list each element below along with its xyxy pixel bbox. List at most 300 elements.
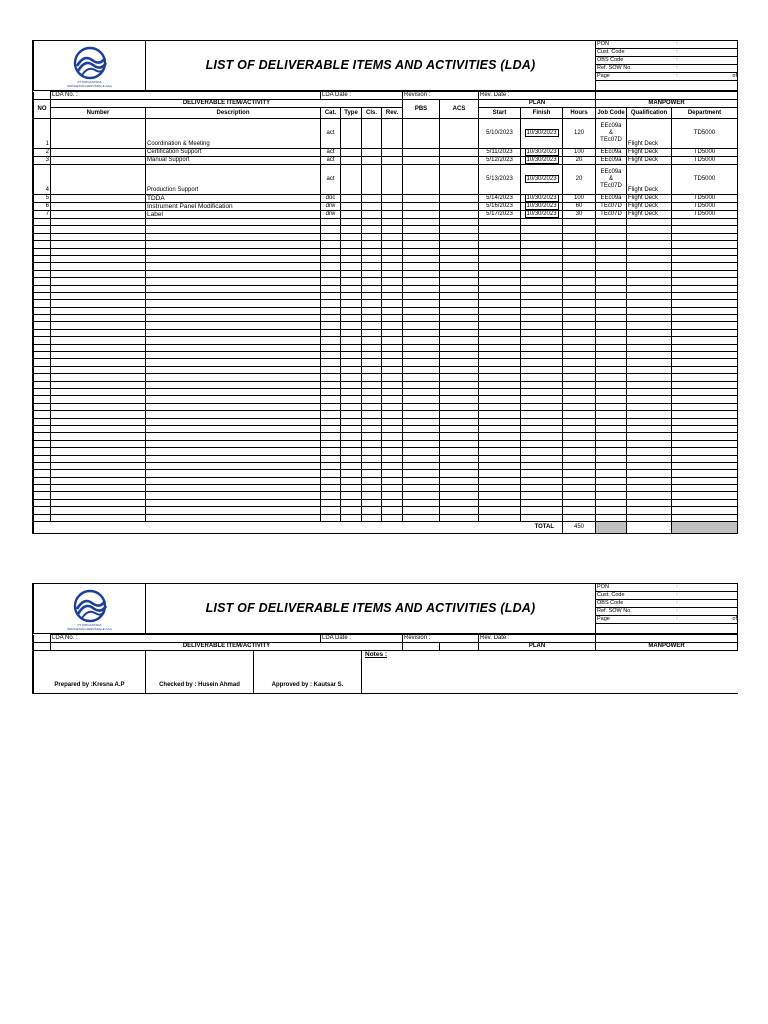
row-finish (521, 165, 563, 195)
empty-cell (627, 322, 672, 329)
empty-cell (521, 322, 563, 329)
empty-row (34, 403, 738, 410)
empty-cell (34, 396, 51, 403)
empty-cell (362, 455, 382, 462)
empty-cell (563, 270, 596, 277)
empty-cell (403, 359, 440, 366)
table-row (34, 203, 738, 211)
empty-cell (341, 396, 362, 403)
empty-cell (596, 440, 627, 447)
empty-cell (321, 396, 341, 403)
empty-cell (672, 285, 738, 292)
empty-cell (479, 241, 521, 248)
empty-cell (382, 485, 403, 492)
row-rev (382, 157, 403, 165)
row-pbs (403, 165, 440, 195)
empty-cell (596, 329, 627, 336)
col-plan: PLAN (479, 100, 596, 108)
logo-emblem-icon (70, 589, 110, 623)
empty-cell (479, 514, 521, 521)
empty-cell (596, 322, 627, 329)
empty-cell (440, 359, 479, 366)
empty-cell (440, 388, 479, 395)
empty-cell (146, 300, 321, 307)
empty-cell (596, 492, 627, 499)
empty-cell (403, 344, 440, 351)
row-description: Coordination & Meeting (146, 119, 321, 149)
notes-label: Notes : (365, 651, 388, 658)
empty-cell (672, 418, 738, 425)
row-rev (382, 119, 403, 149)
empty-cell (627, 255, 672, 262)
empty-cell (321, 507, 341, 514)
empty-cell (321, 337, 341, 344)
empty-cell (596, 507, 627, 514)
empty-row (34, 433, 738, 440)
row-number (51, 119, 146, 149)
empty-cell (596, 462, 627, 469)
row-description: TDDA (146, 195, 321, 203)
empty-cell (521, 248, 563, 255)
empty-cell (362, 470, 382, 477)
empty-cell (382, 492, 403, 499)
empty-cell (627, 381, 672, 388)
empty-cell (321, 470, 341, 477)
empty-cell (672, 507, 738, 514)
empty-cell (479, 448, 521, 455)
prepared-by: Prepared by :Kresna A.P (34, 651, 146, 693)
row-qualification: Flight Deck (627, 211, 672, 219)
empty-cell (440, 425, 479, 432)
row-start: 5/14/2023 (479, 195, 521, 203)
empty-cell (627, 263, 672, 270)
row-acs (440, 211, 479, 219)
empty-cell (34, 359, 51, 366)
empty-cell (321, 388, 341, 395)
empty-cell (51, 433, 146, 440)
empty-cell (362, 263, 382, 270)
empty-cell (563, 514, 596, 521)
empty-cell (627, 462, 672, 469)
empty-cell (34, 270, 51, 277)
empty-cell (672, 255, 738, 262)
table-row (34, 157, 738, 165)
empty-cell (403, 381, 440, 388)
empty-cell (440, 307, 479, 314)
empty-cell (440, 241, 479, 248)
empty-cell (382, 411, 403, 418)
empty-cell (672, 226, 738, 233)
empty-cell (521, 278, 563, 285)
empty-cell (479, 462, 521, 469)
lda-main-table (33, 91, 738, 534)
empty-cell (627, 248, 672, 255)
empty-cell (440, 344, 479, 351)
empty-cell (362, 366, 382, 373)
empty-cell (382, 270, 403, 277)
empty-cell (521, 411, 563, 418)
empty-cell (521, 470, 563, 477)
empty-cell (382, 381, 403, 388)
empty-cell (521, 374, 563, 381)
empty-cell (440, 507, 479, 514)
empty-cell (403, 477, 440, 484)
empty-cell (596, 226, 627, 233)
empty-cell (362, 374, 382, 381)
empty-cell (362, 514, 382, 521)
empty-cell (362, 477, 382, 484)
empty-cell (51, 292, 146, 299)
empty-cell (51, 425, 146, 432)
empty-cell (146, 381, 321, 388)
col-pbs: PBS (403, 100, 440, 119)
empty-cell (34, 499, 51, 506)
empty-cell (672, 477, 738, 484)
empty-cell (521, 307, 563, 314)
col-cat: Cat. (321, 108, 341, 119)
empty-cell (34, 233, 51, 240)
empty-cell (479, 499, 521, 506)
empty-cell (362, 448, 382, 455)
lda-header-table-2 (33, 583, 738, 634)
empty-cell (146, 344, 321, 351)
row-cls (362, 195, 382, 203)
empty-cell (440, 492, 479, 499)
col-deliverable: DELIVERABLE ITEM/ACTIVITY (51, 100, 403, 108)
empty-cell (521, 499, 563, 506)
empty-cell (34, 492, 51, 499)
approved-by: Approved by : Kautsar S. (254, 651, 362, 693)
row-description: Instrument Panel Modification (146, 203, 321, 211)
empty-cell (146, 226, 321, 233)
empty-cell (563, 219, 596, 226)
empty-cell (362, 381, 382, 388)
empty-cell (627, 241, 672, 248)
empty-cell (521, 292, 563, 299)
row-qualification: Flight Deck (627, 203, 672, 211)
empty-cell (627, 403, 672, 410)
empty-cell (596, 278, 627, 285)
empty-cell (382, 455, 403, 462)
empty-cell (34, 477, 51, 484)
empty-cell (403, 307, 440, 314)
empty-cell (382, 322, 403, 329)
empty-cell (521, 285, 563, 292)
empty-cell (362, 278, 382, 285)
empty-cell (521, 219, 563, 226)
empty-cell (596, 285, 627, 292)
empty-cell (403, 219, 440, 226)
empty-row (34, 226, 738, 233)
empty-cell (563, 285, 596, 292)
empty-cell (146, 470, 321, 477)
table-row (34, 211, 738, 219)
empty-cell (382, 499, 403, 506)
empty-cell (34, 352, 51, 359)
empty-cell (479, 233, 521, 240)
empty-cell (403, 366, 440, 373)
empty-cell (672, 329, 738, 336)
empty-cell (34, 514, 51, 521)
empty-cell (321, 418, 341, 425)
empty-cell (627, 425, 672, 432)
empty-cell (596, 411, 627, 418)
empty-cell (382, 396, 403, 403)
empty-cell (382, 359, 403, 366)
empty-cell (627, 219, 672, 226)
empty-cell (596, 300, 627, 307)
empty-cell (672, 492, 738, 499)
col-description: Description (146, 108, 321, 119)
empty-cell (672, 337, 738, 344)
empty-cell (403, 492, 440, 499)
empty-cell (627, 315, 672, 322)
empty-cell (440, 219, 479, 226)
empty-cell (672, 381, 738, 388)
empty-cell (362, 337, 382, 344)
row-pbs (403, 119, 440, 149)
empty-cell (672, 485, 738, 492)
empty-cell (51, 455, 146, 462)
col-rev: Rev. (382, 108, 403, 119)
empty-cell (146, 255, 321, 262)
row-finish (521, 157, 563, 165)
empty-cell (321, 241, 341, 248)
empty-row (34, 300, 738, 307)
empty-cell (627, 470, 672, 477)
meta-label: OBS Code (596, 57, 672, 65)
empty-cell (34, 455, 51, 462)
empty-cell (146, 403, 321, 410)
empty-cell (51, 514, 146, 521)
empty-cell (627, 433, 672, 440)
empty-row (34, 425, 738, 432)
empty-cell (627, 285, 672, 292)
empty-cell (382, 292, 403, 299)
empty-cell (596, 470, 627, 477)
row-no: 4 (34, 165, 51, 195)
finish-date: 10/30/2023 (526, 149, 557, 155)
empty-cell (321, 315, 341, 322)
empty-cell (596, 241, 627, 248)
empty-cell (341, 315, 362, 322)
empty-cell (440, 300, 479, 307)
empty-cell (440, 374, 479, 381)
empty-cell (34, 470, 51, 477)
rev-date: Rev. Date : (479, 92, 596, 100)
empty-cell (627, 485, 672, 492)
empty-cell (479, 322, 521, 329)
empty-cell (521, 507, 563, 514)
empty-cell (362, 285, 382, 292)
empty-cell (146, 322, 321, 329)
row-no: 5 (34, 195, 51, 203)
logo-caption: PT DIRGANTARA INDONESIAN AEROSPACE (IAe) (66, 79, 113, 88)
empty-cell (146, 440, 321, 447)
empty-row (34, 359, 738, 366)
empty-cell (51, 440, 146, 447)
empty-cell (672, 322, 738, 329)
empty-cell (403, 329, 440, 336)
empty-cell (341, 226, 362, 233)
empty-cell (362, 499, 382, 506)
col-finish: Finish (521, 108, 563, 119)
empty-row (34, 470, 738, 477)
empty-cell (627, 507, 672, 514)
empty-cell (382, 425, 403, 432)
empty-cell (146, 396, 321, 403)
empty-cell (341, 366, 362, 373)
empty-cell (341, 418, 362, 425)
empty-cell (440, 285, 479, 292)
row-cls (362, 157, 382, 165)
empty-cell (321, 477, 341, 484)
col-job-code: Job Code (596, 108, 627, 119)
empty-cell (362, 440, 382, 447)
empty-cell (521, 514, 563, 521)
empty-cell (627, 352, 672, 359)
empty-cell (382, 462, 403, 469)
empty-cell (341, 403, 362, 410)
empty-cell (479, 403, 521, 410)
empty-cell (34, 248, 51, 255)
empty-cell (362, 241, 382, 248)
empty-cell (34, 448, 51, 455)
empty-cell (34, 226, 51, 233)
empty-cell (403, 285, 440, 292)
empty-cell (627, 300, 672, 307)
empty-cell (146, 292, 321, 299)
empty-cell (341, 219, 362, 226)
empty-cell (521, 381, 563, 388)
empty-cell (341, 440, 362, 447)
company-logo (34, 41, 146, 91)
empty-cell (672, 270, 738, 277)
empty-cell (382, 374, 403, 381)
empty-cell (146, 477, 321, 484)
empty-cell (362, 233, 382, 240)
row-acs (440, 119, 479, 149)
empty-cell (34, 366, 51, 373)
document-title: LIST OF DELIVERABLE ITEMS AND ACTIVITIES (LDA) (146, 41, 596, 91)
empty-cell (51, 485, 146, 492)
empty-cell (479, 411, 521, 418)
row-description: Production Support (146, 165, 321, 195)
empty-cell (321, 366, 341, 373)
empty-cell (146, 359, 321, 366)
empty-cell (382, 315, 403, 322)
total-label: TOTAL (34, 522, 563, 534)
empty-row (34, 388, 738, 395)
empty-cell (440, 366, 479, 373)
empty-row (34, 270, 738, 277)
empty-cell (563, 278, 596, 285)
empty-cell (563, 300, 596, 307)
finish-date: 10/30/2023 (526, 211, 557, 217)
empty-row (34, 514, 738, 521)
empty-cell (34, 322, 51, 329)
empty-cell (521, 396, 563, 403)
empty-cell (146, 263, 321, 270)
empty-cell (341, 448, 362, 455)
empty-cell (51, 270, 146, 277)
empty-cell (51, 315, 146, 322)
empty-cell (403, 455, 440, 462)
empty-cell (521, 433, 563, 440)
empty-cell (362, 300, 382, 307)
empty-cell (362, 307, 382, 314)
empty-cell (34, 329, 51, 336)
empty-row (34, 241, 738, 248)
empty-cell (403, 448, 440, 455)
empty-cell (34, 278, 51, 285)
empty-cell (341, 337, 362, 344)
empty-cell (596, 366, 627, 373)
empty-cell (596, 233, 627, 240)
empty-cell (479, 307, 521, 314)
empty-cell (403, 270, 440, 277)
empty-cell (596, 292, 627, 299)
empty-cell (440, 315, 479, 322)
signoff-row (33, 651, 738, 694)
lda-sheet-signoff (32, 583, 737, 694)
empty-cell (521, 485, 563, 492)
empty-cell (521, 226, 563, 233)
empty-cell (563, 425, 596, 432)
empty-cell (563, 307, 596, 314)
row-cls (362, 165, 382, 195)
empty-cell (596, 263, 627, 270)
empty-cell (403, 255, 440, 262)
empty-cell (321, 492, 341, 499)
empty-cell (51, 388, 146, 395)
empty-row (34, 329, 738, 336)
empty-cell (341, 255, 362, 262)
empty-cell (479, 388, 521, 395)
empty-cell (146, 448, 321, 455)
empty-cell (563, 470, 596, 477)
empty-cell (146, 233, 321, 240)
empty-cell (382, 344, 403, 351)
empty-cell (563, 381, 596, 388)
empty-cell (479, 292, 521, 299)
row-number (51, 195, 146, 203)
row-no: 6 (34, 203, 51, 211)
empty-cell (521, 388, 563, 395)
empty-cell (146, 507, 321, 514)
empty-cell (672, 462, 738, 469)
empty-cell (521, 425, 563, 432)
row-cat: act (321, 157, 341, 165)
empty-cell (672, 219, 738, 226)
row-cat: act (321, 165, 341, 195)
empty-cell (34, 307, 51, 314)
empty-cell (51, 278, 146, 285)
empty-cell (627, 374, 672, 381)
empty-cell (146, 418, 321, 425)
empty-cell (34, 425, 51, 432)
empty-cell (521, 300, 563, 307)
empty-cell (382, 255, 403, 262)
empty-cell (672, 344, 738, 351)
empty-cell (479, 263, 521, 270)
row-finish (521, 149, 563, 157)
empty-cell (403, 485, 440, 492)
empty-cell (403, 233, 440, 240)
empty-row (34, 219, 738, 226)
empty-cell (362, 462, 382, 469)
empty-cell (341, 507, 362, 514)
